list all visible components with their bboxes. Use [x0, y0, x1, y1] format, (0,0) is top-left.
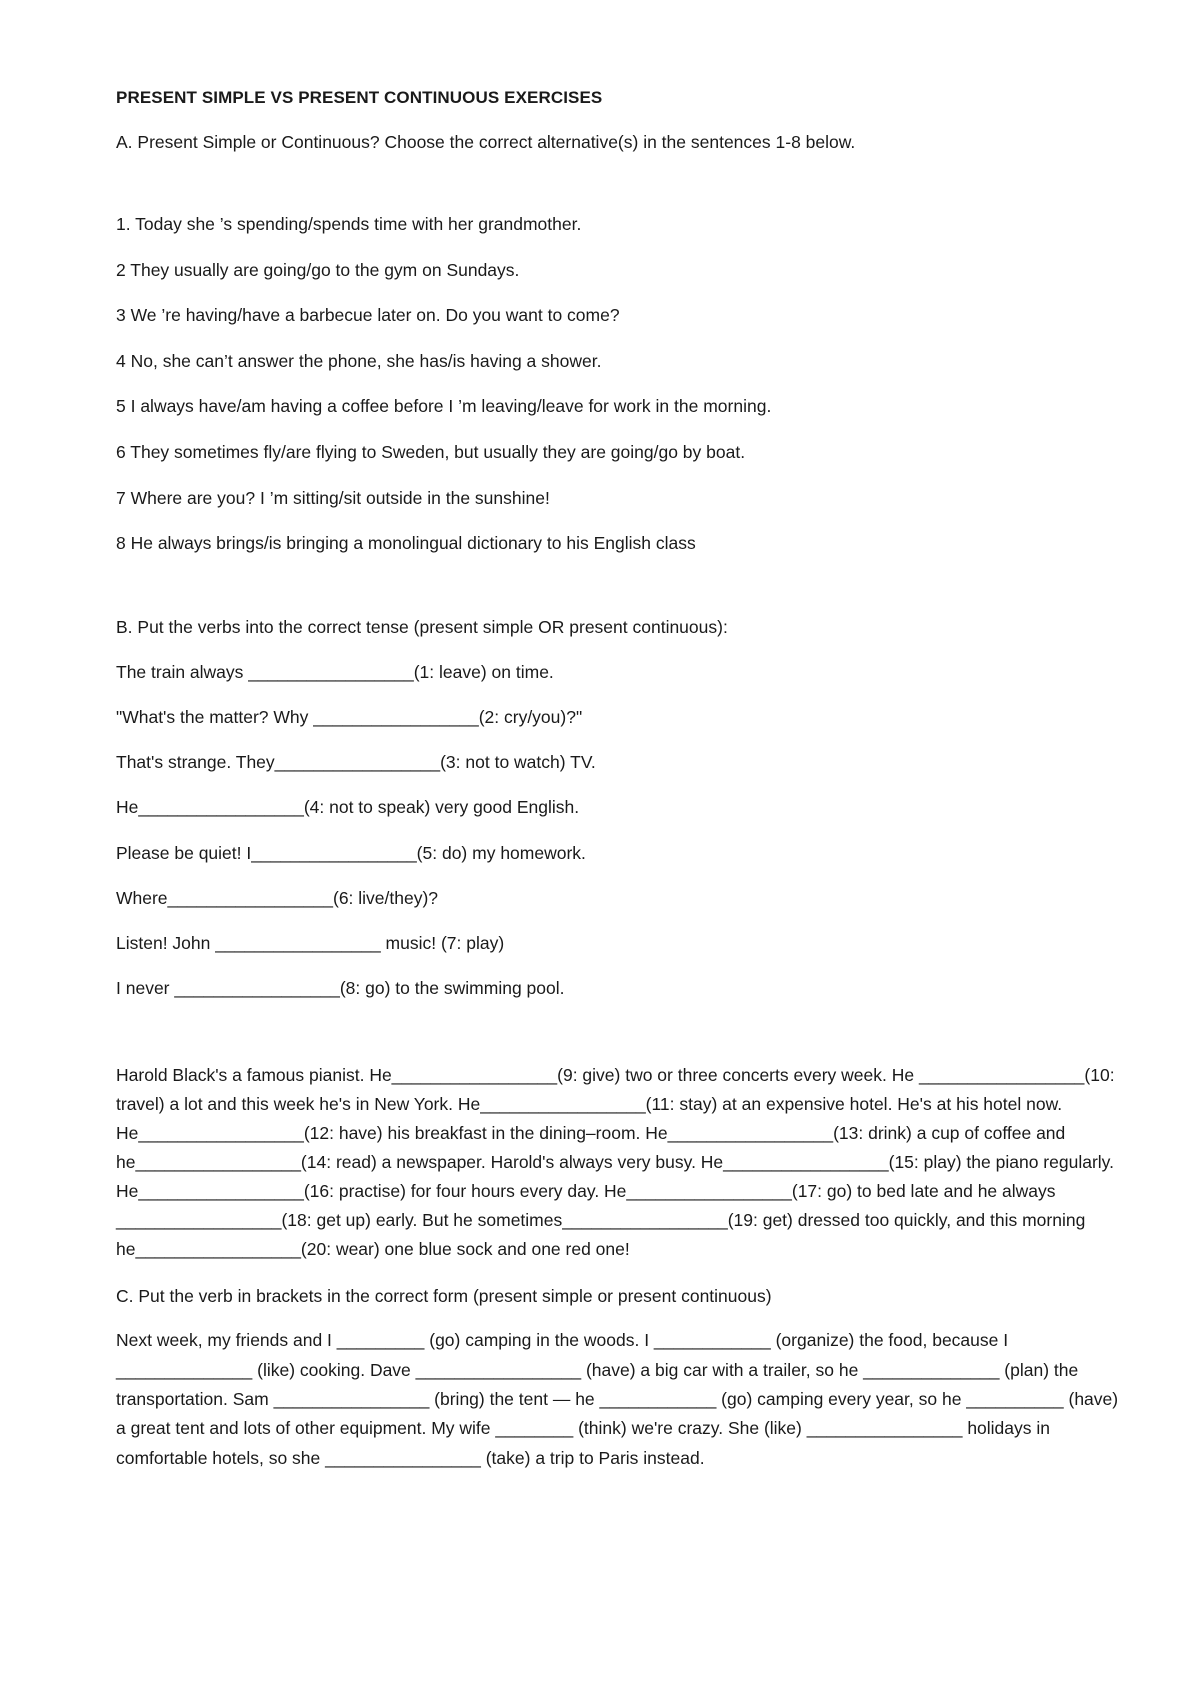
list-item: "What's the matter? Why _________________(2: cry/you)?" — [116, 706, 583, 727]
list-item: I never _________________(8: go) to the swimming pool. — [116, 978, 565, 999]
section-a-list — [116, 212, 1126, 555]
list-item: Where_________________(6: live/they)? — [116, 887, 439, 908]
list-item: That's strange. They_________________(3: not to watch) TV. — [116, 752, 596, 773]
list-item: Listen! John _________________ music! (7: play) — [116, 932, 505, 953]
section-a-instruction: A. Present Simple or Continuous? Choose the correct alternative(s) in the sentences 1-8 below. — [116, 132, 856, 152]
list-item: The train always _________________(1: leave) on time. — [116, 661, 554, 682]
list-item: 6 They sometimes fly/are flying to Sweden, but usually they are going/go by boat. — [116, 441, 746, 462]
spacer — [116, 174, 1126, 212]
section-b-paragraph: Harold Black's a famous pianist. He_________________(9: give) two or three concerts every week. He _________________(10: travel) a lot and this week he's in New York. He_________________(11: stay) at an expensive hotel. He's at his hotel now. He_________________(12: have) his breakfast in the dining–room. He_________________(13: drink) a cup of coffee and he_________________(14: read) a newspaper. Harold's always very busy. He_________________(15: play) the piano regularly. He_________________(16: practise) for four hours every day. He_________________(17: go) to bed late and he always _________________(18: get up) early. But he sometimes_________________(19: get) dressed too quickly, and this morning he_________________(20: wear) one blue sock and one red one! — [116, 1065, 1115, 1260]
list-item: Please be quiet! I_________________(5: do) my homework. — [116, 842, 586, 863]
spacer — [116, 1021, 1126, 1061]
list-item: He_________________(4: not to speak) very good English. — [116, 797, 580, 818]
list-item: 7 Where are you? I ’m sitting/sit outside in the sunshine! — [116, 487, 550, 508]
worksheet-page — [116, 86, 1126, 1473]
list-item: 3 We ’re having/have a barbecue later on. Do you want to come? — [116, 305, 620, 326]
section-b-list — [116, 660, 1126, 1000]
section-c-paragraph: Next week, my friends and I _________ (go) camping in the woods. I ____________ (organize) the food, because I ______________ (like) cooking. Dave _________________ (have) a big car with a trailer, so he ______________ (plan) the transportation. Sam ________________ (bring) the tent — he ____________ (go) camping every year, so he __________ (have) a great tent and lots of other equipment. My wife ________ (think) we're crazy. She (like) ________________ holidays in comfortable hotels, so she ________________ (take) a trip to Paris instead. — [116, 1330, 1119, 1468]
spacer — [116, 577, 1126, 615]
page-title: PRESENT SIMPLE VS PRESENT CONTINUOUS EXERCISES — [116, 88, 603, 107]
list-item: 4 No, she can’t answer the phone, she has/is having a shower. — [116, 350, 602, 371]
section-c-instruction: C. Put the verb in brackets in the correct form (present simple or present continuous) — [116, 1286, 772, 1307]
list-item: 5 I always have/am having a coffee before I ’m leaving/leave for work in the morning. — [116, 396, 772, 417]
list-item: 8 He always brings/is bringing a monolingual dictionary to his English class — [116, 533, 696, 554]
list-item: 2 They usually are going/go to the gym on Sundays. — [116, 259, 520, 280]
list-item: 1. Today she ’s spending/spends time with her grandmother. — [116, 214, 582, 234]
section-b-instruction: B. Put the verbs into the correct tense (present simple OR present continuous): — [116, 616, 728, 637]
